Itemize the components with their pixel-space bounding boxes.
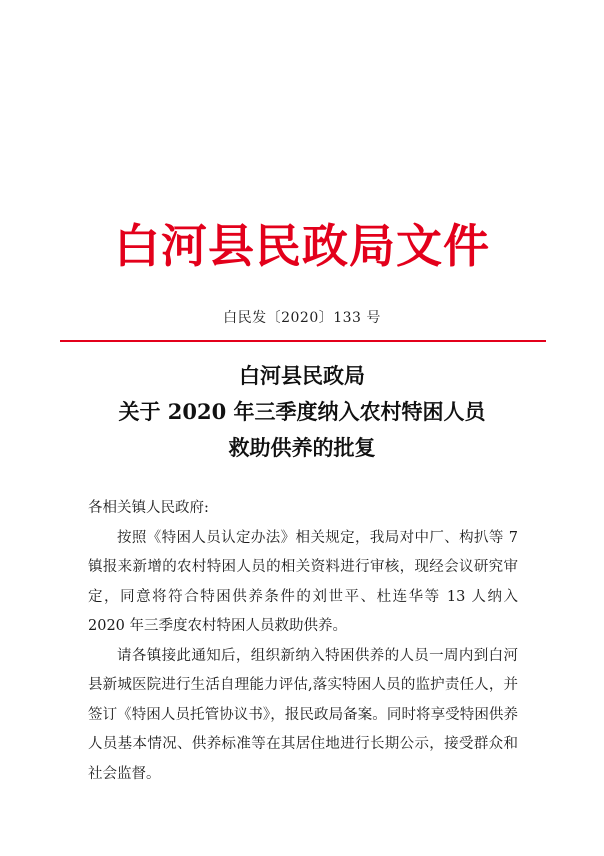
subject-line-2: 关于 2020 年三季度纳入农村特困人员	[118, 399, 486, 424]
document-body	[88, 494, 518, 789]
body-paragraph-1: 按照《特困人员认定办法》相关规定，我局对中厂、构扒等 7 镇报来新增的农村特困人员的相关资料进行审核，现经会议研究审定，同意将符合特困供养条件的刘世平、杜连华等 13 人纳入 2020 年三季度农村特困人员救助供养。	[88, 529, 518, 634]
document-subject	[60, 358, 544, 466]
salutation: 各相关镇人民政府:	[88, 500, 209, 516]
red-separator-rule	[60, 340, 546, 342]
document-number: 白民发〔2020〕133 号	[223, 310, 381, 326]
subject-line-3: 救助供养的批复	[228, 435, 376, 460]
body-paragraph-2: 请各镇接此通知后，组织新纳入特困供养的人员一周内到白河县新城医院进行生活自理能力评估,落实特困人员的监护责任人，并签订《特困人员托管协议书》，报民政局备案。同时将享受特困供养人员基本情况、供养标准等在其居住地进行长期公示，接受群众和社会监督。	[88, 647, 518, 782]
issuer-header-title: 白河县民政局文件	[114, 219, 490, 273]
subject-line-1: 白河县民政局	[239, 363, 365, 388]
